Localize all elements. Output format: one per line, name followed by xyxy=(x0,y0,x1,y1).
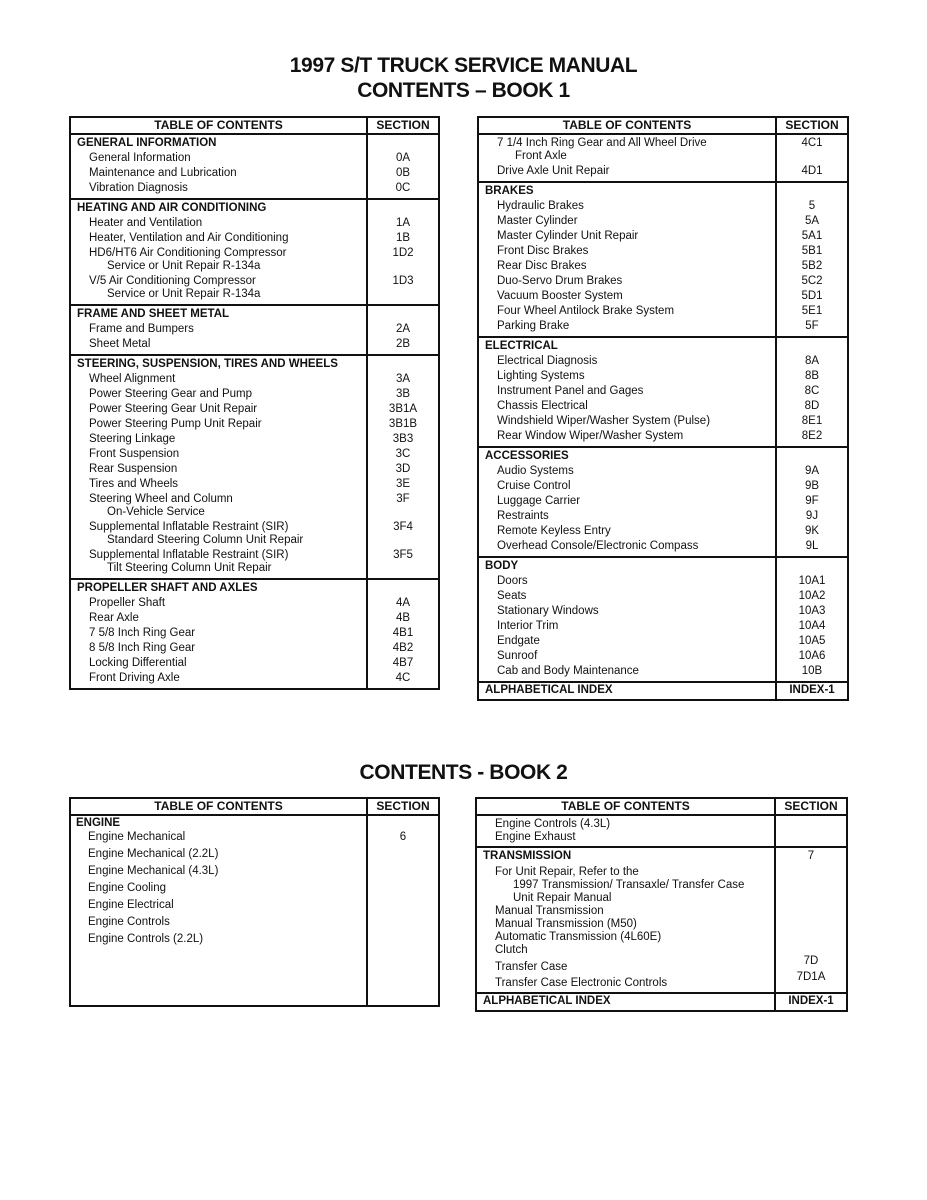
toc-entry-label: Chassis Electrical xyxy=(497,400,588,412)
toc-header-title: TABLE OF CONTENTS xyxy=(479,118,777,133)
toc-entry xyxy=(77,274,366,302)
toc-entry-label: Interior Trim xyxy=(497,620,559,632)
section-code: 4B7 xyxy=(392,657,414,669)
toc-entry-label: Hydraulic Brakes xyxy=(497,200,584,212)
toc-entry xyxy=(77,417,366,432)
toc-group xyxy=(71,356,438,580)
toc-entry-label: Wheel Alignment xyxy=(89,373,176,385)
section-code: 3F xyxy=(396,493,410,505)
list-item: Manual Transmission xyxy=(495,905,604,917)
toc-header-title: TABLE OF CONTENTS xyxy=(71,799,368,814)
toc-entry xyxy=(77,337,366,352)
group-heading-brakes: BRAKES xyxy=(485,185,534,197)
list-item: Automatic Transmission (4L60E) xyxy=(495,931,662,943)
toc-group xyxy=(71,306,438,356)
toc-entry xyxy=(77,246,366,274)
toc-entry xyxy=(77,477,366,492)
toc-entry-label: Lighting Systems xyxy=(497,370,585,382)
section-code: 5B1 xyxy=(801,245,823,257)
section-code: 5D1 xyxy=(801,290,823,302)
section-code: 4C1 xyxy=(801,137,823,149)
toc-entry xyxy=(77,216,366,231)
toc-entry-label: Duo-Servo Drum Brakes xyxy=(497,275,623,287)
toc-entry-label: Tires and Wheels xyxy=(89,478,179,490)
group-heading-steering-suspension-tires-and-wheels: STEERING, SUSPENSION, TIRES AND WHEELS xyxy=(77,358,338,370)
toc-entry xyxy=(485,229,775,244)
toc-entry xyxy=(77,372,366,387)
toc-entry-label: Vibration Diagnosis xyxy=(89,182,188,194)
toc-entry-label: 8 5/8 Inch Ring Gear xyxy=(89,642,196,654)
toc-entry xyxy=(77,447,366,462)
toc-entry xyxy=(485,399,775,414)
toc-entry-label: Steering Linkage xyxy=(89,433,176,445)
toc-entry xyxy=(77,548,366,576)
list-item: Engine Mechanical xyxy=(88,831,186,843)
toc-entry xyxy=(485,414,775,429)
toc-entry xyxy=(77,492,366,520)
toc-entry-label: Stationary Windows xyxy=(497,605,599,617)
group-heading-accessories: ACCESSORIES xyxy=(485,450,569,462)
section-code: 1A xyxy=(395,217,411,229)
toc-entry-label: Locking Differential xyxy=(89,657,187,669)
toc-entry-label: Supplemental Inflatable Restraint (SIR) xyxy=(89,549,289,561)
section-code: 10A1 xyxy=(798,575,826,587)
toc-entry-label: Sheet Metal xyxy=(89,338,151,350)
section-code: 9J xyxy=(805,510,819,522)
toc-entry-label: Maintenance and Lubrication xyxy=(89,167,237,179)
toc-entry xyxy=(485,369,775,384)
toc-entry-label: Cab and Body Maintenance xyxy=(497,665,639,677)
section-code: 5 xyxy=(808,200,816,212)
section-code: 3D xyxy=(395,463,411,475)
toc-entry-label: Vacuum Booster System xyxy=(497,290,623,302)
list-item: Manual Transmission (M50) xyxy=(495,918,637,930)
section-code: 1D2 xyxy=(392,247,414,259)
section-code: 0A xyxy=(395,152,411,164)
section-code: 0B xyxy=(395,167,411,179)
toc-entry-label: Propeller Shaft xyxy=(89,597,166,609)
toc-entry xyxy=(77,520,366,548)
toc-entry xyxy=(485,479,775,494)
toc-entry xyxy=(485,649,775,664)
toc-entry xyxy=(485,494,775,509)
toc-entry-label: Rear Suspension xyxy=(89,463,178,475)
toc-entry xyxy=(77,231,366,246)
section-code: 3F5 xyxy=(393,549,413,561)
unit-repair-line: 1997 Transmission/ Transaxle/ Transfer Case xyxy=(513,879,745,891)
section-code: 5F xyxy=(805,320,819,332)
group-heading-general-information: GENERAL INFORMATION xyxy=(77,137,217,149)
section-code: 1B xyxy=(395,232,411,244)
toc-entry-label: Four Wheel Antilock Brake System xyxy=(497,305,675,317)
toc-entry-label: Remote Keyless Entry xyxy=(497,525,611,537)
group-heading-frame-and-sheet-metal: FRAME AND SHEET METAL xyxy=(77,308,230,320)
list-item: Engine Mechanical (4.3L) xyxy=(88,865,219,877)
section-code: 3F4 xyxy=(393,521,413,533)
section-code: 9K xyxy=(804,525,820,537)
book2-title: CONTENTS - BOOK 2 xyxy=(359,761,568,784)
toc-entry xyxy=(485,354,775,369)
section-code: 4C xyxy=(395,672,411,684)
list-item: Engine Controls xyxy=(88,916,170,928)
toc-entry-label-continued: Service or Unit Repair R-134a xyxy=(107,288,261,300)
list-item: Engine Controls (4.3L) xyxy=(495,818,611,830)
section-code: 4B1 xyxy=(392,627,414,639)
toc-entry-label: Windshield Wiper/Washer System (Pulse) xyxy=(497,415,711,427)
toc-entry-label: Master Cylinder xyxy=(497,215,578,227)
toc-entry-label: General Information xyxy=(89,152,191,164)
toc-entry-label: Instrument Panel and Gages xyxy=(497,385,644,397)
toc-header-section: SECTION xyxy=(376,118,430,132)
toc-entry-label: Master Cylinder Unit Repair xyxy=(497,230,639,242)
section-code: 5A xyxy=(804,215,820,227)
toc-entry-label: Restraints xyxy=(497,510,549,522)
section-code: 8A xyxy=(804,355,820,367)
toc-header-section: SECTION xyxy=(376,799,430,813)
toc-entry xyxy=(485,589,775,604)
toc-entry xyxy=(485,304,775,319)
toc-entry xyxy=(485,259,775,274)
toc-entry xyxy=(485,539,775,554)
toc-entry xyxy=(485,634,775,649)
toc-entry xyxy=(77,151,366,166)
toc-header-title: TABLE OF CONTENTS xyxy=(71,118,368,133)
toc-entry xyxy=(485,164,775,179)
section-code: 3B xyxy=(395,388,411,400)
toc-entry xyxy=(485,509,775,524)
section-code: 5B2 xyxy=(801,260,823,272)
toc-entry-label: Cruise Control xyxy=(497,480,571,492)
toc-entry xyxy=(485,619,775,634)
toc-entry-label-continued: Front Axle xyxy=(515,150,567,162)
toc-entry xyxy=(485,244,775,259)
toc-entry-label-continued: On-Vehicle Service xyxy=(107,506,205,518)
toc-entry xyxy=(77,641,366,656)
section-code: 9L xyxy=(805,540,819,552)
toc-entry xyxy=(77,462,366,477)
toc-entry xyxy=(485,319,775,334)
list-item: Engine Controls (2.2L) xyxy=(88,933,204,945)
section-code: 5A1 xyxy=(801,230,823,242)
toc-group xyxy=(71,135,438,200)
toc-entry-label: Drive Axle Unit Repair xyxy=(497,165,610,177)
section-code: 2A xyxy=(395,323,411,335)
book1-right-toc-table xyxy=(477,116,849,701)
toc-entry xyxy=(485,664,775,679)
section-code: 3B1B xyxy=(388,418,418,430)
toc-entry-label: Heater and Ventilation xyxy=(89,217,203,229)
toc-entry xyxy=(77,611,366,626)
toc-entry-label: Supplemental Inflatable Restraint (SIR) xyxy=(89,521,289,533)
toc-entry xyxy=(485,604,775,619)
section-code: 1D3 xyxy=(392,275,414,287)
toc-group xyxy=(479,558,847,683)
alphabetical-index-code: INDEX-1 xyxy=(788,995,834,1007)
section-code: 10A2 xyxy=(798,590,826,602)
book2-left-toc-table xyxy=(69,797,440,1007)
section-code: 3B1A xyxy=(388,403,418,415)
section-code: 10A3 xyxy=(798,605,826,617)
toc-group xyxy=(479,135,847,183)
unit-repair-line: For Unit Repair, Refer to the xyxy=(495,866,639,878)
toc-entry xyxy=(485,214,775,229)
toc-entry xyxy=(77,596,366,611)
book2-right-toc-table xyxy=(475,797,848,1012)
toc-entry-label: Steering Wheel and Column xyxy=(89,493,233,505)
section-code: 3A xyxy=(395,373,411,385)
toc-entry xyxy=(77,402,366,417)
section-code: 5E1 xyxy=(801,305,823,317)
toc-entry-label: Parking Brake xyxy=(497,320,570,332)
toc-entry-label: Doors xyxy=(497,575,528,587)
section-code: 3C xyxy=(395,448,411,460)
section-code: 7D1A xyxy=(796,971,826,983)
alphabetical-index-label: ALPHABETICAL INDEX xyxy=(477,994,776,1010)
toc-entry-label: Power Steering Gear and Pump xyxy=(89,388,253,400)
group-heading-body: BODY xyxy=(485,560,519,572)
book1-title-line1: 1997 S/T TRUCK SERVICE MANUAL xyxy=(289,54,638,77)
toc-entry xyxy=(485,524,775,539)
toc-entry-label: Front Driving Axle xyxy=(89,672,180,684)
toc-entry xyxy=(77,432,366,447)
toc-entry-label-continued: Service or Unit Repair R-134a xyxy=(107,260,261,272)
list-item: Engine Exhaust xyxy=(495,831,576,843)
toc-header-section: SECTION xyxy=(784,799,838,813)
toc-entry-label: Seats xyxy=(497,590,527,602)
section-code: 10A5 xyxy=(798,635,826,647)
section-code: 3E xyxy=(395,478,411,490)
toc-entry-label: Rear Axle xyxy=(89,612,139,624)
list-item: Engine Mechanical (2.2L) xyxy=(88,848,219,860)
toc-entry xyxy=(485,289,775,304)
toc-group xyxy=(479,183,847,338)
toc-entry-label-continued: Tilt Steering Column Unit Repair xyxy=(107,562,272,574)
section-code: 7D xyxy=(803,955,819,967)
toc-entry-label: 7 5/8 Inch Ring Gear xyxy=(89,627,196,639)
section-code: 2B xyxy=(395,338,411,350)
list-item: Transfer Case Electronic Controls xyxy=(495,977,668,989)
section-code: 8C xyxy=(804,385,820,397)
toc-entry-label: Heater, Ventilation and Air Conditioning xyxy=(89,232,289,244)
unit-repair-line: Unit Repair Manual xyxy=(513,892,612,904)
toc-entry-label: Sunroof xyxy=(497,650,538,662)
section-code: 8E2 xyxy=(801,430,823,442)
toc-entry xyxy=(485,384,775,399)
list-item: Engine Electrical xyxy=(88,899,174,911)
toc-entry-label: Electrical Diagnosis xyxy=(497,355,598,367)
section-code: 0C xyxy=(395,182,411,194)
section-code: 3B3 xyxy=(392,433,414,445)
section-code: 6 xyxy=(399,831,407,843)
toc-entry-label: Overhead Console/Electronic Compass xyxy=(497,540,699,552)
list-item: Transfer Case xyxy=(495,961,568,973)
section-code: 4B2 xyxy=(392,642,414,654)
section-code: 9A xyxy=(804,465,820,477)
section-code: 5C2 xyxy=(801,275,823,287)
section-code: 10A6 xyxy=(798,650,826,662)
toc-entry-label-continued: Standard Steering Column Unit Repair xyxy=(107,534,304,546)
toc-entry-label: Endgate xyxy=(497,635,540,647)
toc-entry-label: Audio Systems xyxy=(497,465,574,477)
book1-title-line2: CONTENTS – BOOK 1 xyxy=(357,79,570,102)
toc-entry xyxy=(77,166,366,181)
toc-entry-label: Rear Window Wiper/Washer System xyxy=(497,430,684,442)
toc-entry xyxy=(485,199,775,214)
toc-header-title: TABLE OF CONTENTS xyxy=(477,799,776,814)
list-item: Engine Cooling xyxy=(88,882,167,894)
toc-entry-label: Front Suspension xyxy=(89,448,180,460)
section-code: 10A4 xyxy=(798,620,826,632)
toc-entry xyxy=(77,671,366,686)
toc-entry xyxy=(77,322,366,337)
toc-entry-label: Frame and Bumpers xyxy=(89,323,194,335)
section-code: 4A xyxy=(395,597,411,609)
toc-entry xyxy=(77,626,366,641)
section-code: 8E1 xyxy=(801,415,823,427)
section-code: 4D1 xyxy=(801,165,823,177)
section-code: 9B xyxy=(804,480,820,492)
group-heading-heating-and-air-conditioning: HEATING AND AIR CONDITIONING xyxy=(77,202,267,214)
section-code: 7 xyxy=(807,850,815,862)
book1-left-toc-table xyxy=(69,116,440,690)
toc-entry xyxy=(77,656,366,671)
toc-entry xyxy=(485,274,775,289)
toc-group xyxy=(479,448,847,558)
group-heading-engine: ENGINE xyxy=(76,817,121,829)
section-code: 8B xyxy=(804,370,820,382)
toc-entry xyxy=(77,181,366,196)
section-code: 10B xyxy=(801,665,823,677)
section-code: 8D xyxy=(804,400,820,412)
toc-entry xyxy=(485,464,775,479)
section-code: 4B xyxy=(395,612,411,624)
toc-entry-label: Power Steering Pump Unit Repair xyxy=(89,418,262,430)
toc-entry-label: Luggage Carrier xyxy=(497,495,581,507)
toc-entry xyxy=(485,574,775,589)
toc-entry-label: Front Disc Brakes xyxy=(497,245,589,257)
toc-group xyxy=(71,580,438,688)
section-code: 9F xyxy=(805,495,819,507)
toc-entry-label: Rear Disc Brakes xyxy=(497,260,587,272)
toc-entry xyxy=(77,387,366,402)
toc-entry xyxy=(485,429,775,444)
toc-entry-label: 7 1/4 Inch Ring Gear and All Wheel Drive xyxy=(497,137,707,149)
toc-entry-label: Power Steering Gear Unit Repair xyxy=(89,403,258,415)
toc-entry-label: HD6/HT6 Air Conditioning Compressor xyxy=(89,247,287,259)
alphabetical-index-code: INDEX-1 xyxy=(789,684,835,696)
list-item: Clutch xyxy=(495,944,528,956)
toc-entry-label: V/5 Air Conditioning Compressor xyxy=(89,275,256,287)
toc-header-section: SECTION xyxy=(785,118,839,132)
group-heading-electrical: ELECTRICAL xyxy=(485,340,558,352)
group-heading-transmission: TRANSMISSION xyxy=(483,850,572,862)
toc-group xyxy=(71,200,438,306)
toc-entry xyxy=(485,136,775,164)
alphabetical-index-label: ALPHABETICAL INDEX xyxy=(479,683,777,699)
group-heading-propeller-shaft-and-axles: PROPELLER SHAFT AND AXLES xyxy=(77,582,258,594)
toc-group xyxy=(479,338,847,448)
